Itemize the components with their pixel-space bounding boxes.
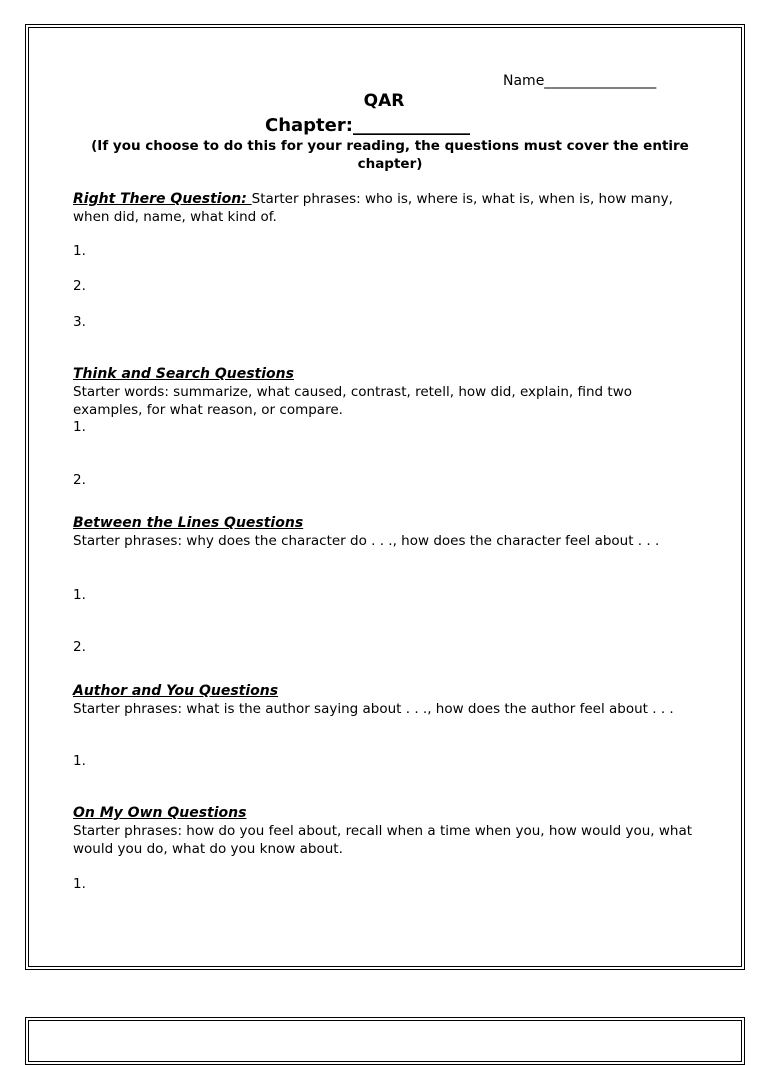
- list-item: 1.: [73, 243, 86, 259]
- page-title: QAR: [363, 91, 405, 111]
- next-page-border: [25, 1017, 745, 1065]
- section-heading: Right There Question:: [73, 191, 252, 207]
- list-item: 2.: [73, 278, 86, 294]
- list-item: 1.: [73, 419, 86, 435]
- section-heading: Author and You Questions: [73, 683, 279, 699]
- section-heading: Think and Search Questions: [73, 366, 294, 382]
- name-field-label: Name________________: [503, 73, 657, 89]
- chapter-field-label: Chapter:_____________: [265, 115, 470, 136]
- section-starter: Starter phrases: how do you feel about, recall when a time when you, how would you, what would you do, what do you know about.: [73, 823, 693, 857]
- list-item: 2.: [73, 639, 86, 655]
- section-think-and-search: [73, 365, 703, 419]
- section-author-and-you: [73, 682, 703, 718]
- section-heading: Between the Lines Questions: [73, 515, 304, 531]
- list-item: 1.: [73, 753, 86, 769]
- section-starter: Starter phrases: why does the character do . . ., how does the character feel about . . .: [73, 533, 660, 549]
- instructions-note: (If you choose to do this for your reading, the questions must cover the entire chapter): [91, 138, 689, 172]
- section-starter: Starter phrases: what is the author saying about . . ., how does the author feel about . . .: [73, 701, 674, 717]
- section-between-the-lines: [73, 514, 703, 550]
- list-item: 3.: [73, 314, 86, 330]
- section-on-my-own: [73, 804, 703, 858]
- section-heading: On My Own Questions: [73, 805, 247, 821]
- list-item: 2.: [73, 472, 86, 488]
- section-starter: Starter words: summarize, what caused, contrast, retell, how did, explain, find two examples, for what reason, or compare.: [73, 384, 632, 418]
- list-item: 1.: [73, 876, 86, 892]
- section-starter: Starter phrases: who is, where is, what is, when is, how many, when did, name, what kind of.: [73, 191, 673, 225]
- list-item: 1.: [73, 587, 86, 603]
- section-right-there: [73, 190, 703, 226]
